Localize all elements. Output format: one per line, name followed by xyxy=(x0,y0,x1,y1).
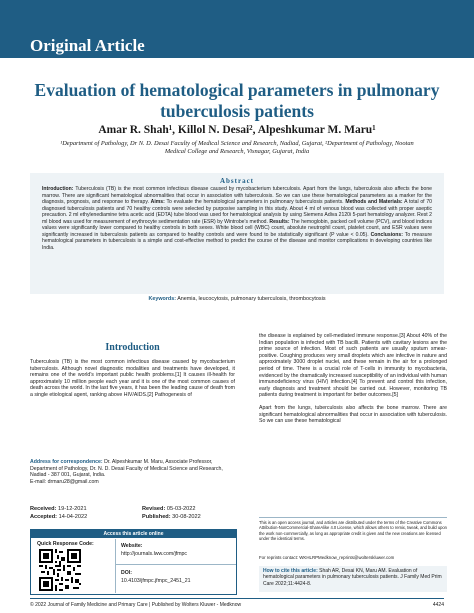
qr-code-icon[interactable] xyxy=(39,549,81,591)
abstract-conclusions-label: Conclusions: xyxy=(370,231,403,238)
keywords-line xyxy=(30,296,444,302)
accepted-label: Accepted: xyxy=(30,514,58,520)
published-label: Published: xyxy=(142,514,171,520)
received-label: Received: xyxy=(30,506,57,512)
website-link[interactable]: http://journals.lww.com/jfmpc xyxy=(121,551,188,557)
received-date: 19-12-2021 xyxy=(58,506,87,512)
abstract-conclusions-text: To measure hematological parameters in tuberculosis is a simple and cost-effective method to predict the course of the disease and monitor complications in developing countries like India. xyxy=(42,231,432,251)
doi-label: DOI: xyxy=(121,570,132,576)
citation-body: Shah AR, Desai KN, Maru AM. Evaluation of hematological parameters in pulmonary tuberculosis patients. J Family Med Prim Care 2022;11:4424-8. xyxy=(263,568,442,587)
citation-box xyxy=(259,566,447,592)
left-column xyxy=(30,332,235,399)
keywords-label: Keywords: xyxy=(148,296,177,302)
keywords-text: Anemia, leucocytosis, pulmonary tuberculosis, thrombocytosis xyxy=(176,296,326,302)
abstract-results-text: The hemoglobin, packed cell volume (PCV), and blood indices values were significantly lower compared to healthy controls in both sexes. White blood cell (WBC) count, absolute neutrophil count, platelet count, and ESR values were significantly increased in tuberculosis patients as compared to healthy controls and were found to be statistically significant (P value < 0.05). xyxy=(42,218,432,238)
correspondence-label: Address for correspondence: xyxy=(30,459,103,465)
access-box-divider xyxy=(115,539,116,593)
correspondence-text: Dr. Alpeshkumar M. Maru, Associate Professor, Department of Pathology, Dr. N. D. Desai Faculty of Medical Science and Research, Nadiad - 387 001, Gujarat, India. xyxy=(30,459,223,479)
introduction-heading: Introduction xyxy=(105,342,160,353)
article-dates xyxy=(30,505,235,521)
introduction-paragraph-2: the disease is explained by cell-mediated immune response.[3] About 40% of the Indian population is infected with TB bacilli. Patients with cavitary lesions are the prime source of infection. Most of such patients are usually sputum smear-positive. Coughing produces very small droplets which are infective in nature and approximately 3000 droplet nuclei, and these remain in the air for a prolonged period of time. There is a crucial role of T-cells in immunity to mycobacteria, evidenced by the dramatically increased susceptibility of an individual with human immunodeficiency virus (HIV) infection.[4] To prevent and control this infection, early diagnosis and treatment should be carried out. However, monitoring TB patients during treatment is important for better outcomes.[5] xyxy=(259,333,447,399)
access-online-bar: Access this article online xyxy=(31,530,236,538)
right-column xyxy=(259,333,447,425)
article-title: Evaluation of hematological parameters in pulmonary tuberculosis patients xyxy=(34,80,440,121)
article-type-banner xyxy=(0,0,474,58)
abstract-methods-text: A total of 70 diagnosed tuberculosis patients and 70 healthy controls were selected by purposive sampling in this study. About 4 ml of venous blood was collected with proper aseptic precaution. 2 ml ethylenediamine tetra acetic acid (EDTA) tube blood was used for hematological analysis by using Siemens Adiva 2120i 5-part hematology analyzer. Rest 2 ml blood was used for measurement of erythrocyte sedimentation rate (ESR) by Wintrobe's method. xyxy=(42,199,432,225)
revised-date: 05-03-2022 xyxy=(166,506,196,512)
doi-link[interactable]: 10.4103/jfmpc.jfmpc_2451_21 xyxy=(121,578,191,584)
footer-divider xyxy=(30,598,444,599)
published-date: 30-08-2022 xyxy=(172,514,201,520)
article-type-label: Original Article xyxy=(30,36,145,55)
author-list: Amar R. Shah¹, Killol N. Desai², Alpeshkumar M. Maru¹ xyxy=(98,124,376,136)
author-affiliations: ¹Department of Pathology, Dr N. D. Desai Faculty of Medical Science and Research, Nadiad, Gujarat, ²Department of Pathology, Nootan Medical College and Research, Visnagar, Gujarat, India xyxy=(60,140,414,155)
abstract-results-label: Results: xyxy=(269,218,290,225)
abstract-aims-text: To evaluate the hematological parameters in pulmonary tuberculosis patients. xyxy=(164,199,346,205)
access-box-row-divider xyxy=(115,564,236,565)
license-notice: This is an open access journal, and articles are distributed under the terms of the Creative Commons Attribution-NonCommercial-ShareAlike 4.0 License, which allows others to remix, tweak, and build upon the work non-commercially, as long as appropriate credit is given and the new creations are licensed under the identical terms. xyxy=(259,517,447,541)
abstract-aims-label: Aims: xyxy=(150,199,165,205)
correspondence-email[interactable]: E-mail: drmaru28@gmail.com xyxy=(30,478,99,485)
website-label: Website: xyxy=(121,543,143,549)
revised-label: Revised: xyxy=(142,506,166,512)
abstract-intro-label: Introduction: xyxy=(42,186,74,192)
introduction-paragraph-3: Apart from the lungs, tuberculosis also affects the bone marrow. There are significant hematological abnormalities that occur in association with tuberculosis. So we can use these hematological xyxy=(259,404,447,425)
correspondence-block xyxy=(30,459,235,485)
qr-code-label: Quick Response Code: xyxy=(37,541,94,547)
abstract-text xyxy=(42,186,432,251)
citation-label: How to cite this article: xyxy=(263,568,318,574)
accepted-date: 14-04-2022 xyxy=(58,514,88,520)
introduction-paragraph-1: Tuberculosis (TB) is the most common infectious disease caused by mycobacterium tuberculosis. Although novel diagnostic modalities and treatments have developed, it remains one of the world's important public health problems.[1] It causes ill-health for approximately 10 million people each year and it is one of the most common causes of death across the world. In the last five years, it has been the leading cause of death from a single etiological agent, ranking above HIV/AIDS.[2] Pathogenesis of xyxy=(30,359,235,398)
footer-copyright: © 2022 Journal of Family Medicine and Primary Care | Published by Wolters Kluwer - Medknow xyxy=(30,602,242,608)
abstract-intro-text: Tuberculosis (TB) is the most common infectious disease caused by mycobacterium tuberculosis. Apart from the lungs, tuberculosis also affects the bone marrow. There are significant hematological abnormalities that occur in association with tuberculosis. So we can use these hematological parameters as a marker for the diagnosis, prognosis, and response to therapy. xyxy=(42,186,432,205)
page-number: 4424 xyxy=(432,602,444,608)
abstract-panel xyxy=(30,173,444,294)
abstract-heading: Abstract xyxy=(219,177,255,185)
reprints-contact: For reprints contact: WKHLRPMedknow_reprints@wolterskluwer.com xyxy=(259,555,395,560)
abstract-methods-label: Methods and Materials: xyxy=(345,199,403,205)
citation-text xyxy=(263,568,443,587)
access-online-box xyxy=(30,529,237,595)
